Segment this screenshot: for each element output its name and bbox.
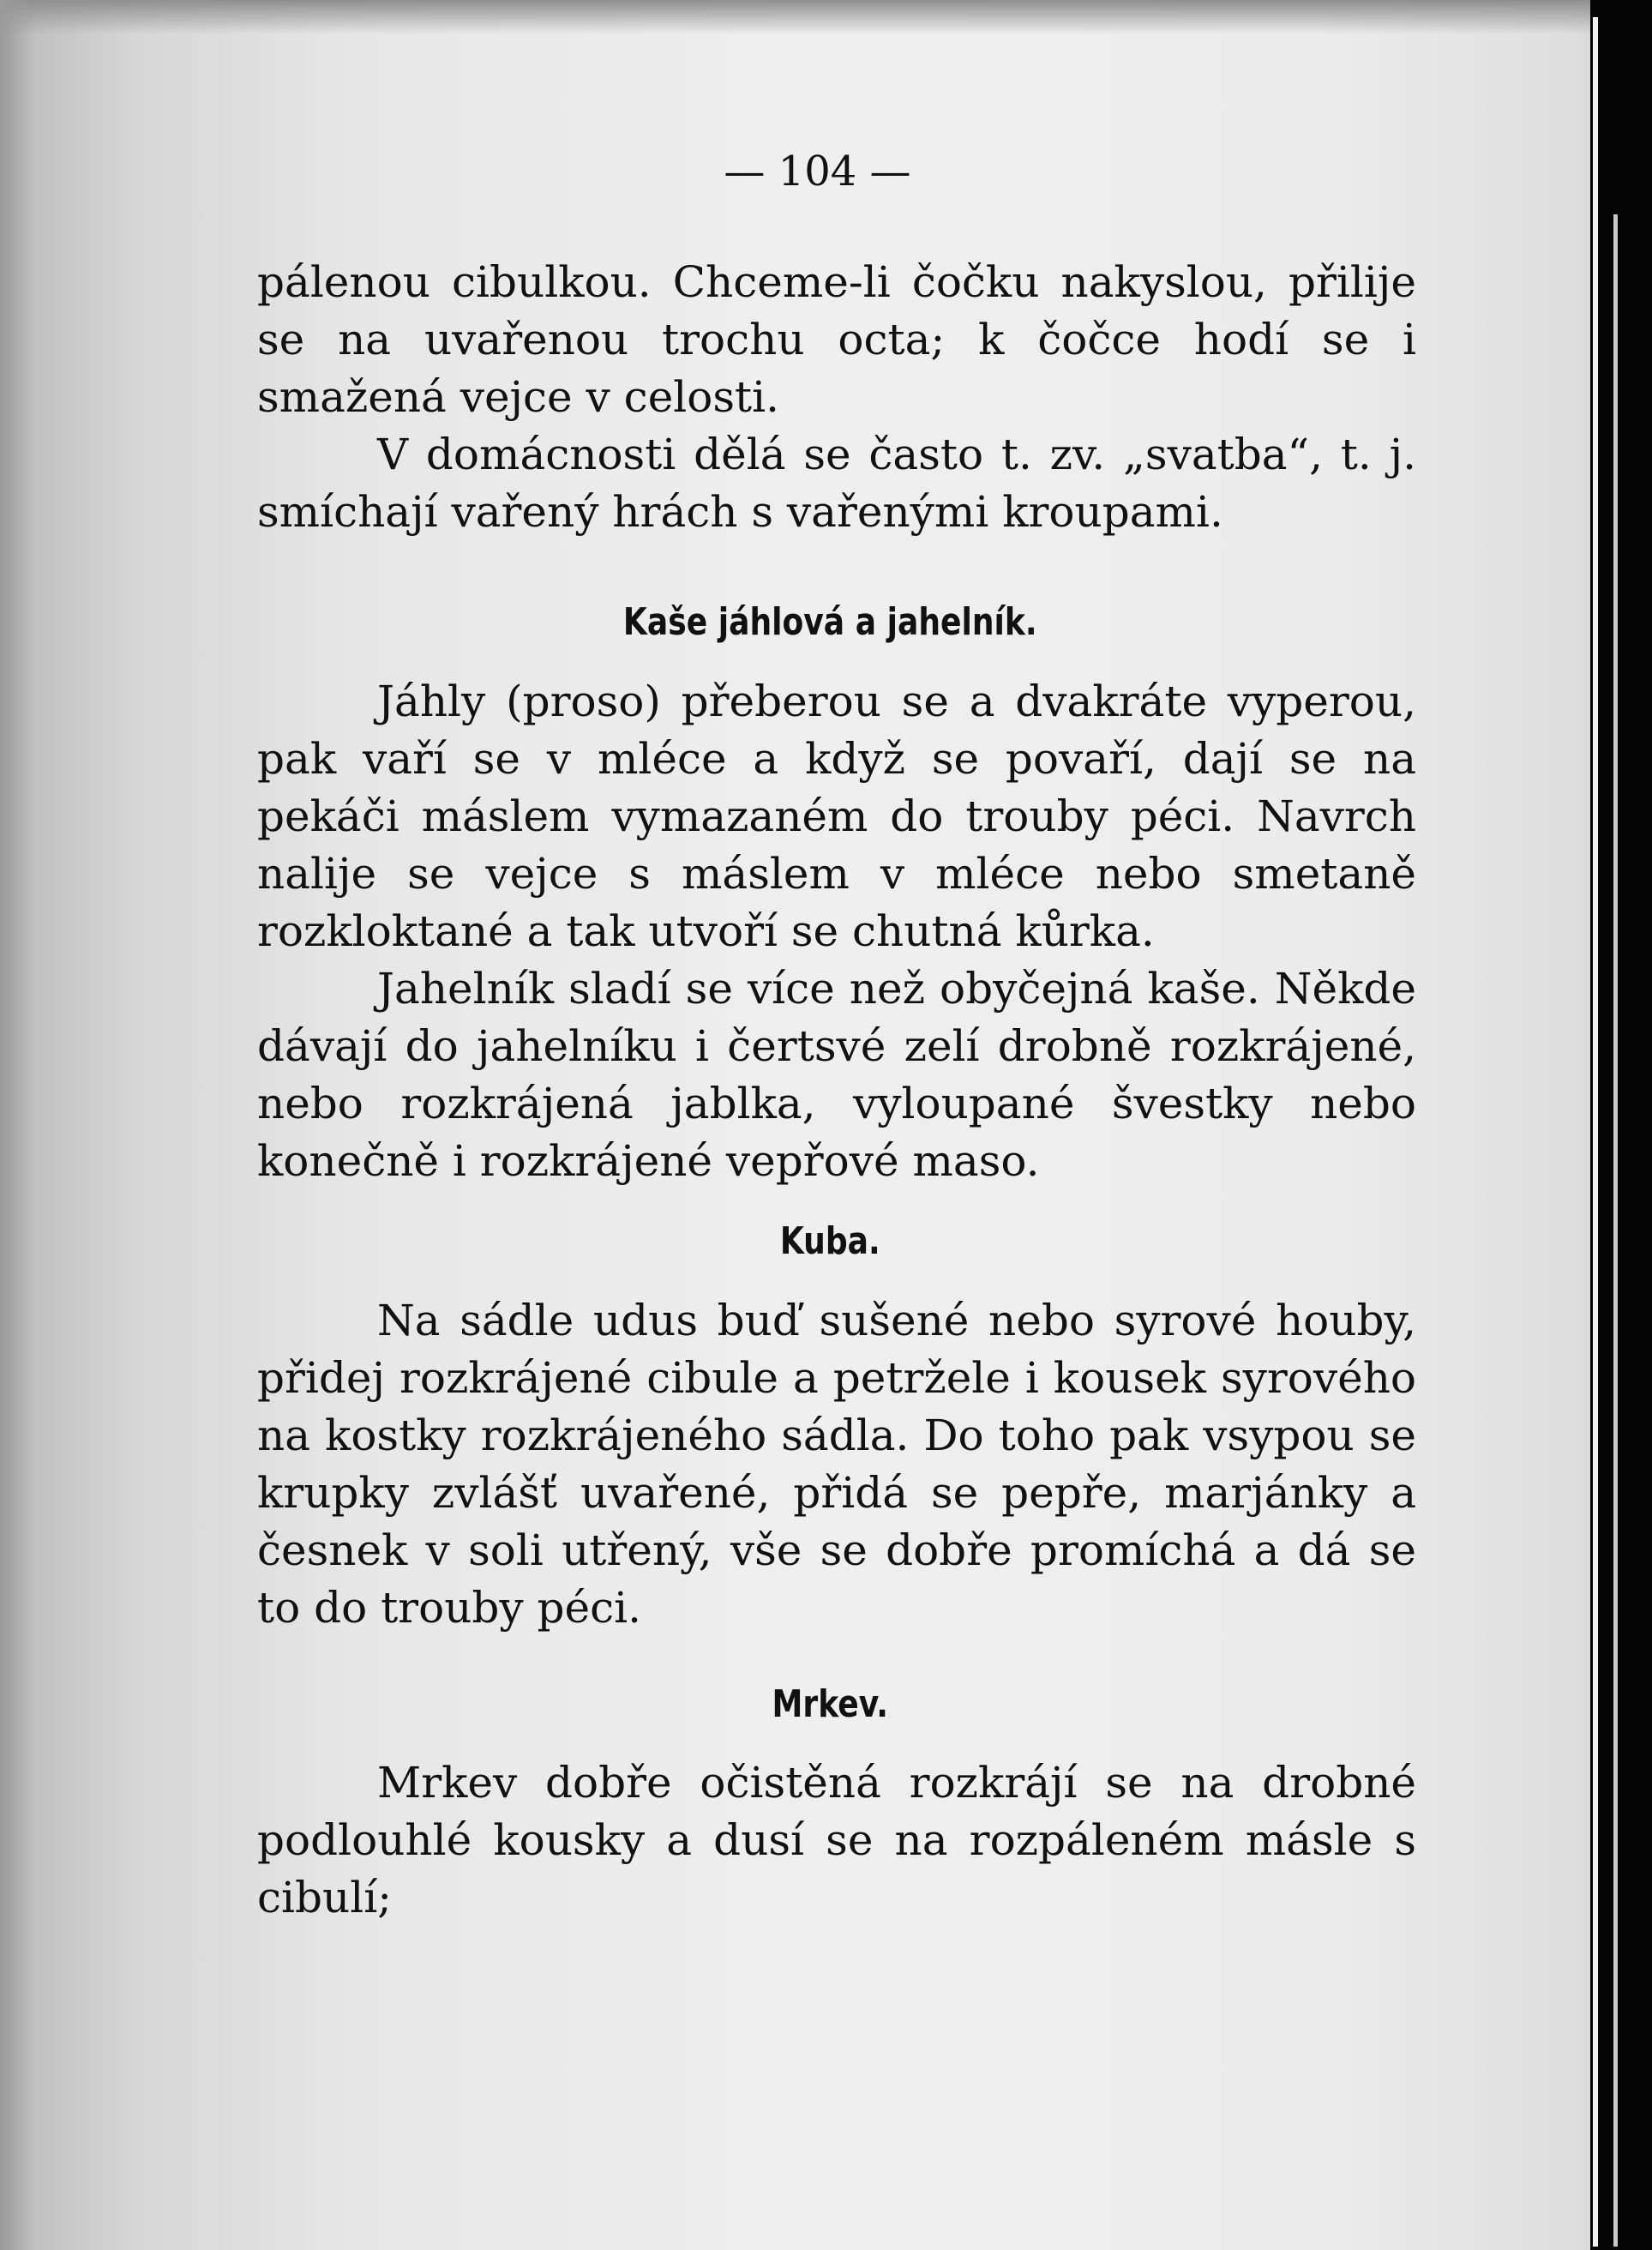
left-shadow (0, 0, 34, 2250)
book-spine (1590, 0, 1652, 2250)
paragraph-jahly: Jáhly (proso) přeberou se a dvakráte vyperou, pak vaří se v mléce a když se povaří, dají se na pekáči máslem vymazaném do trouby péci. Navrch nalije se vejce s máslem v mléce nebo smetaně rozkloktané a tak utvoří se chutná kůrka. (257, 677, 1416, 956)
page-edge-line-inner (1613, 214, 1618, 2247)
paragraph-jahelnik: Jahelník sladí se více než obyčejná kaše. Někde dávají do jahelníku i čertsvé zelí drobně rozkrájené, nebo rozkrájená jablka, vyloupané švestky nebo konečně i rozkrájené vepřové maso. (257, 964, 1416, 1186)
paragraph-lentils-end: pálenou cibulkou. Chceme-li čočku nakyslou, přilije se na uvařenou trochu octa; k čočce hodí se i smažená vejce v celosti. (257, 257, 1416, 422)
paragraph-kuba: Na sádle udus buď sušené nebo syrové houby, přidej rozkrájené cibule a petržele i kousek syrového na kostky rozkrájeného sádla. Do toho pak vsypou se krupky zvlášť uvařené, přidá se pepře, marjánky a česnek v soli utřený, vše se dobře promíchá a dá se to do trouby péci. (257, 1296, 1416, 1633)
page-number (0, 147, 1652, 196)
heading-mrkev: Mrkev. (772, 1682, 889, 1726)
top-shadow (0, 0, 1590, 34)
paragraph-mrkev: Mrkev dobře očistěná rozkrájí se na drobné podlouhlé kousky a dusí se na rozpáleném másle s cibulí; (257, 1758, 1416, 1922)
paragraph-svatba: V domácnosti dělá se často t. zv. „svatba“, t. j. smíchají vařený hrách s vařenými kroupami. (257, 430, 1416, 537)
heading-kuba: Kuba. (779, 1219, 880, 1263)
page-edge-line (1593, 17, 1598, 2247)
page-number-text: — 104 — (724, 147, 911, 196)
heading-kase-jahlova: Kaše jáhlová a jahelník. (622, 600, 1037, 644)
